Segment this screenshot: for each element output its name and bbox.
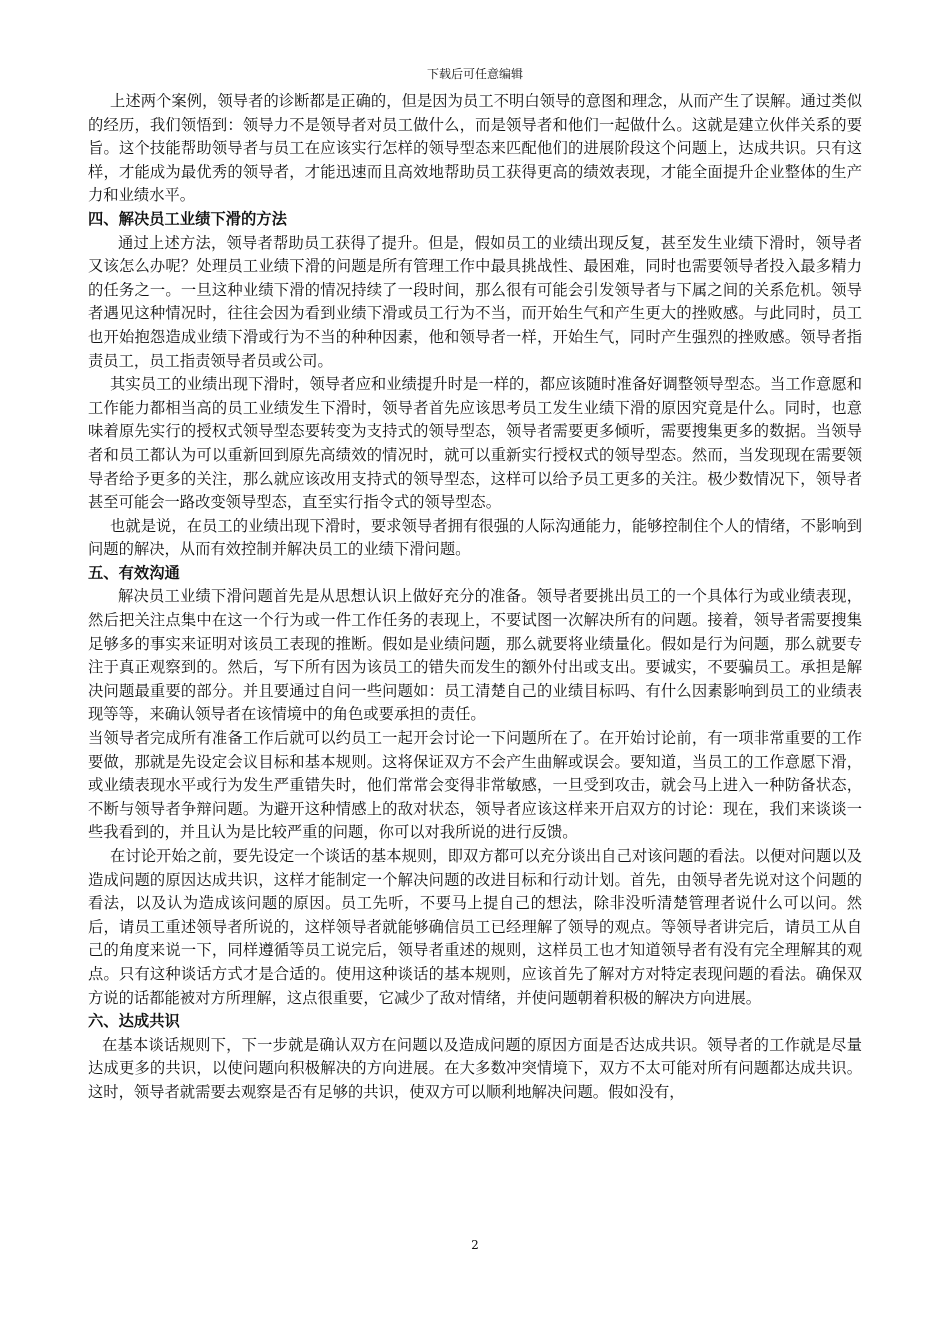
paragraph: 在讨论开始之前，要先设定一个谈话的基本规则，即双方都可以充分谈出自己对该问题的看法。以便对问题以及造成问题的原因达成共识，这样才能制定一个解决问题的改进目标和行动计划。首先，由领导者先说对这个问题的看法，以及认为造成该问题的原因。员工先听，不要马上提自己的想法，除非没听清楚管理者说什么可以问。然后，请员工重述领导者所说的，这样领导者就能够确信员工已经理解了领导的观点。等领导者讲完后，请员工从自己的角度来说一下，同样遵循等员工说完后，领导者重述的规则，这样员工也才知道领导者有没有完全理解其的观点。只有这种谈话方式才是合适的。使用这种谈话的基本规则，应该首先了解对方对特定表现问题的看法。确保双方说的话都能被对方所理解，这点很重要，它减少了敌对情绪，并使问题朝着积极的解决方向进展。 [88, 847, 862, 1007]
document-body [88, 90, 862, 1105]
paragraph: 通过上述方法，领导者帮助员工获得了提升。但是，假如员工的业绩出现反复，甚至发生业绩下滑时，领导者又该怎么办呢？处理员工业绩下滑的问题是所有管理工作中最具挑战性、最困难，同时也需要领导者投入最多精力的任务之一。一旦这种业绩下滑的情况持续了一段时间，那么很有可能会引发领导者与下属之间的关系危机。领导者遇见这种情况时，往往会因为看到业绩下滑或员工行为不当，而开始生气和产生更大的挫败感。与此同时，员工也开始抱怨造成业绩下滑或行为不当的种种因素，他和领导者一样，开始生气，同时产生强烈的挫败感。领导者指责员工，员工指责领导者员或公司。 [88, 233, 862, 370]
paragraph: 解决员工业绩下滑问题首先是从思想认识上做好充分的准备。领导者要挑出员工的一个具体行为或业绩表现，然后把关注点集中在这一个行为或一件工作任务的表现上，不要试图一次解决所有的问题。接着，领导者需要搜集足够多的事实来证明对该员工表现的推断。假如是业绩问题，那么就要将业绩量化。假如是行为问题，那么就要专注于真正观察到的。然后，写下所有因为该员工的错失而发生的额外付出或支出。要诚实，不要骗员工。承担是解决问题最重要的部分。并且要通过自问一些问题如：员工清楚自己的业绩目标吗、有什么因素影响到员工的业绩表现等等，来确认领导者在该情境中的角色或要承担的责任。 [88, 587, 862, 724]
page-header: 下载后可任意编辑 [426, 67, 523, 81]
section-heading: 四、解决员工业绩下滑的方法 [88, 209, 287, 228]
paragraph: 其实员工的业绩出现下滑时，领导者应和业绩提升时是一样的，都应该随时准备好调整领导型态。当工作意愿和工作能力都相当高的员工业绩发生下滑时，领导者首先应该思考员工发生业绩下滑的原因究竟是什么。同时，也意味着原先实行的授权式领导型态要转变为支持式的领导型态，领导者需要更多倾听，需要搜集更多的数据。当领导者和员工都认为可以重新回到原先高绩效的情况时，就可以重新实行授权式的领导型态。然而，当发现现在需要领导者给予更多的关注，那么就应该改用支持式的领导型态，这样可以给予员工更多的关注。极少数情况下，领导者甚至可能会一路改变领导型态，直至实行指令式的领导型态。 [88, 375, 862, 512]
paragraph: 也就是说，在员工的业绩出现下滑时，要求领导者拥有很强的人际沟通能力，能够控制住个人的情绪，不影响到问题的解决，从而有效控制并解决员工的业绩下滑问题。 [88, 516, 862, 559]
section-heading: 六、达成共识 [88, 1012, 180, 1031]
paragraph: 当领导者完成所有准备工作后就可以约员工一起开会讨论一下问题所在了。在开始讨论前，有一项非常重要的工作要做，那就是先设定会议目标和基本规则。这将保证双方不会产生曲解或误会。要知道，当员工的工作意愿下滑，或业绩表现水平或行为发生严重错失时，他们常常会变得非常敏感，一旦受到攻击，就会马上进入一种防备状态，不断与领导者争辩问题。为避开这种情感上的敌对状态，领导者应该这样来开启双方的讨论：现在，我们来谈谈一些我看到的，并且认为是比较严重的问题，你可以对我所说的进行反馈。 [88, 729, 862, 842]
page-number: 2 [471, 1238, 479, 1252]
section-heading: 五、有效沟通 [88, 563, 180, 582]
paragraph: 上述两个案例，领导者的诊断都是正确的，但是因为员工不明白领导的意图和理念，从而产生了误解。通过类似的经历，我们领悟到：领导力不是领导者对员工做什么，而是领导者和他们一起做什么。这就是建立伙伴关系的要旨。这个技能帮助领导者与员工在应该实行怎样的领导型态来匹配他们的进展阶段这个问题上，达成共识。只有这样，才能成为最优秀的领导者，才能迅速而且高效地帮助员工获得更高的绩效表现，才能全面提升企业整体的生产力和业绩水平。 [88, 92, 862, 205]
paragraph: 在基本谈话规则下，下一步就是确认双方在问题以及造成问题的原因方面是否达成共识。领导者的工作就是尽量达成更多的共识，以使问题向积极解决的方向进展。在大多数冲突情境下，双方不太可能对所有问题都达成共识。这时，领导者就需要去观察是否有足够的共识，使双方可以顺利地解决问题。假如没有， [88, 1035, 862, 1101]
